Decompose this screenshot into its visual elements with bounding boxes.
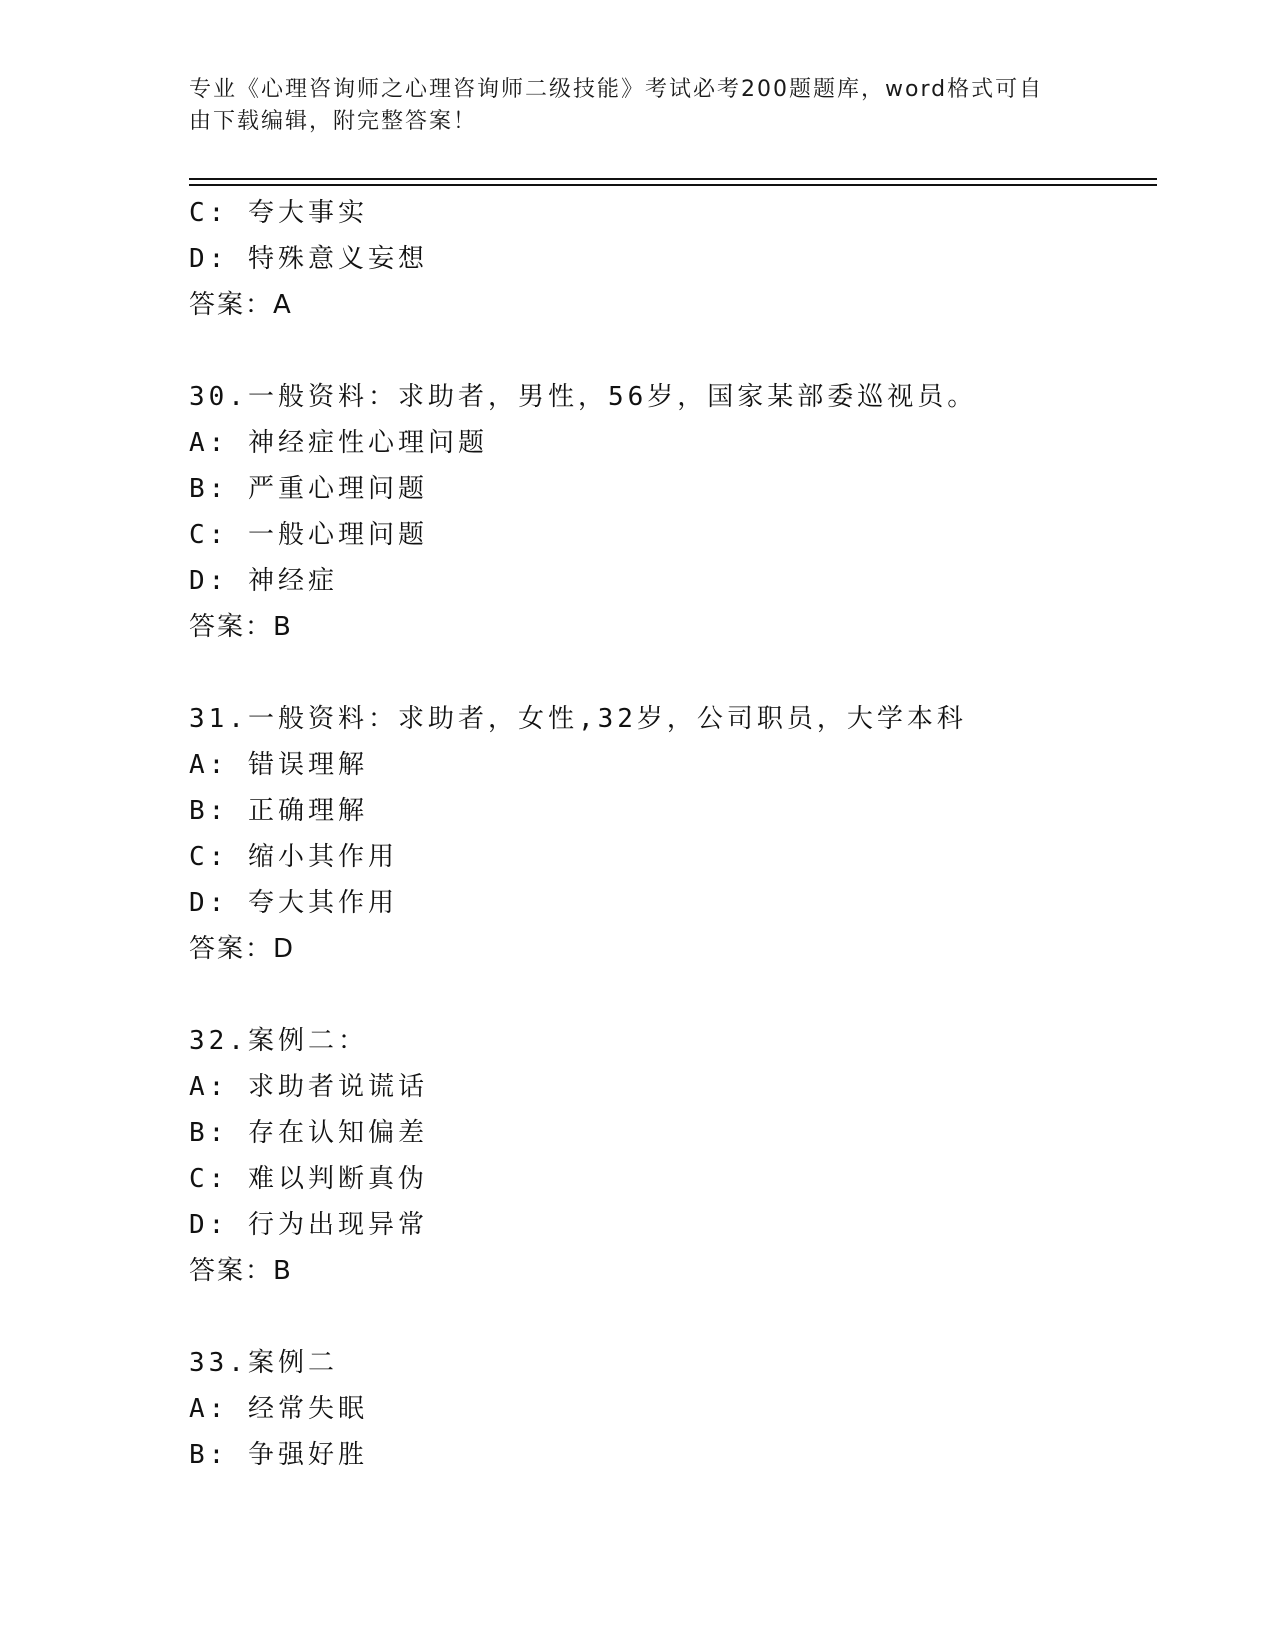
option-c: C: 难以判断真伪	[189, 1164, 428, 1194]
question-text: 31.一般资料：求助者，女性,32岁，公司职员，大学本科	[189, 704, 967, 734]
answer-line: 答案：B	[189, 1256, 293, 1286]
header-divider-bottom	[189, 184, 1157, 186]
document-header	[189, 74, 1069, 138]
question-list	[189, 190, 1149, 1478]
option-c: C: 缩小其作用	[189, 842, 398, 872]
question-text: 33.案例二	[189, 1348, 338, 1378]
question-block-30	[189, 374, 1149, 650]
option-b: B: 争强好胜	[189, 1440, 368, 1470]
option-b: B: 正确理解	[189, 796, 368, 826]
header-divider-top	[189, 178, 1157, 180]
option-d: D: 神经症	[189, 566, 338, 596]
option-a: A: 神经症性心理问题	[189, 428, 488, 458]
question-block-33	[189, 1340, 1149, 1478]
option-c: C: 一般心理问题	[189, 520, 428, 550]
answer-line: 答案：B	[189, 612, 293, 642]
header-line-2: 由下载编辑，附完整答案！	[189, 109, 478, 134]
option-d: D: 夸大其作用	[189, 888, 398, 918]
option-b: B: 存在认知偏差	[189, 1118, 428, 1148]
option-a: A: 错误理解	[189, 750, 368, 780]
answer-line: 答案：A	[189, 290, 293, 320]
question-text: 30.一般资料：求助者，男性，56岁，国家某部委巡视员。	[189, 382, 978, 412]
option-a: A: 经常失眠	[189, 1394, 368, 1424]
option-d: D: 特殊意义妄想	[189, 244, 428, 274]
question-text: 32.案例二：	[189, 1026, 368, 1056]
question-block-31	[189, 696, 1149, 972]
answer-line: 答案：D	[189, 934, 296, 964]
option-d: D: 行为出现异常	[189, 1210, 428, 1240]
question-block-32	[189, 1018, 1149, 1294]
question-block-prev	[189, 190, 1149, 328]
option-b: B: 严重心理问题	[189, 474, 428, 504]
option-c: C: 夸大事实	[189, 198, 368, 228]
header-line-1: 专业《心理咨询师之心理咨询师二级技能》考试必考200题题库，word格式可自	[189, 77, 1044, 102]
option-a: A: 求助者说谎话	[189, 1072, 428, 1102]
